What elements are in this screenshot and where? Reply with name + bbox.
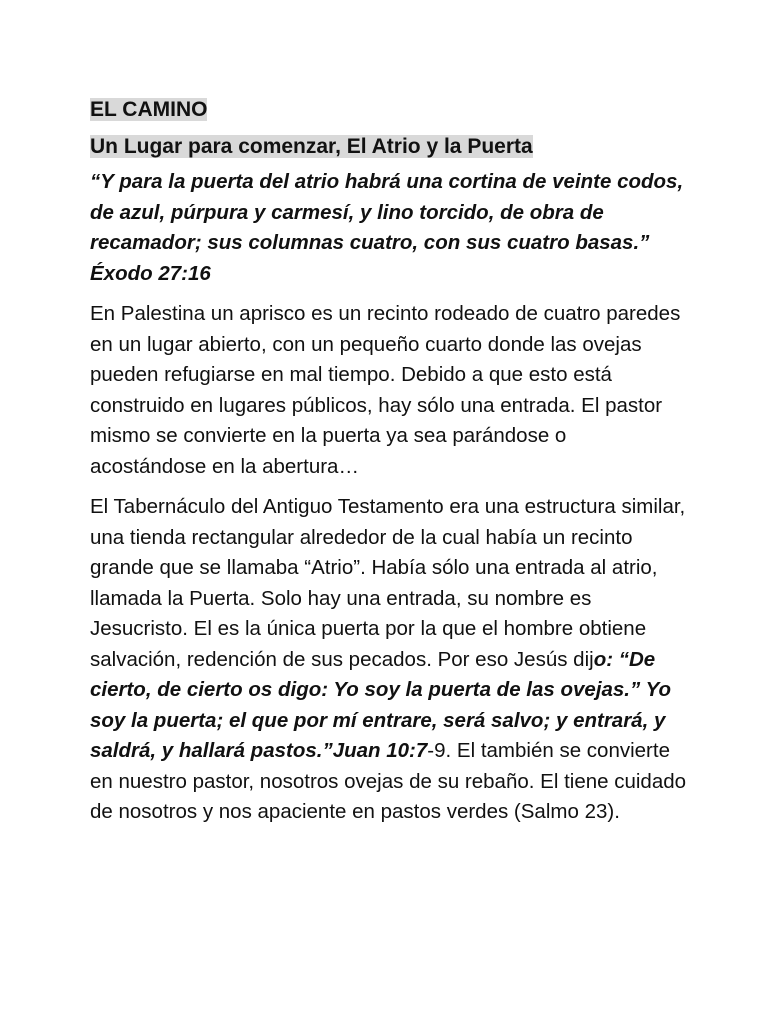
title-line [90, 95, 688, 125]
paragraph-tabernaculo-outro: -9. El también se convierte en nuestro pastor, nosotros ovejas de su rebaño. El tiene cuidado de nosotros y nos apaciente en pastos verdes (Salmo 23). [90, 739, 687, 823]
paragraph-aprisco: En Palestina un aprisco es un recinto rodeado de cuatro paredes en un lugar abierto, con un pequeño cuarto donde las ovejas pueden refugiarse en mal tiempo. Debido a que esto está construido en lugares públicos, hay sólo una entrada. El pastor mismo se convierte en la puerta ya sea parándose o acostándose en la abertura… [90, 302, 681, 478]
document-title: EL CAMINO [90, 98, 208, 121]
epigraph-text: “Y para la puerta del atrio habrá una cortina de veinte codos, de azul, púrpura y carmesí, y lino torcido, de obra de recamador; sus columnas cuatro, con sus cuatro basas.” [90, 170, 684, 254]
paragraph-tabernaculo [90, 492, 688, 828]
epigraph-reference: Éxodo 27:16 [90, 261, 211, 285]
bible-quote-juan: o: “De cierto, de cierto os digo: Yo soy la puerta de las ovejas.” Yo soy la puerta; el que por mí entrare, será salvo; y entrará, y saldrá, y hallará pastos.”Juan 10:7 [90, 647, 672, 762]
document-subtitle: Un Lugar para comenzar, El Atrio y la Puerta [90, 135, 533, 158]
epigraph [90, 167, 688, 289]
subtitle-line [90, 131, 688, 163]
paragraph-tabernaculo-intro: El Tabernáculo del Antiguo Testamento era una estructura similar, una tienda rectangular alrededor de la cual había un recinto grande que se llamaba “Atrio”. Había sólo una entrada al atrio, llamada la Puerta. Solo hay una entrada, su nombre es Jesucristo. El es la única puerta por la que el hombre obtiene salvación, redención de sus pecados. Por eso Jesús dij [90, 495, 686, 671]
